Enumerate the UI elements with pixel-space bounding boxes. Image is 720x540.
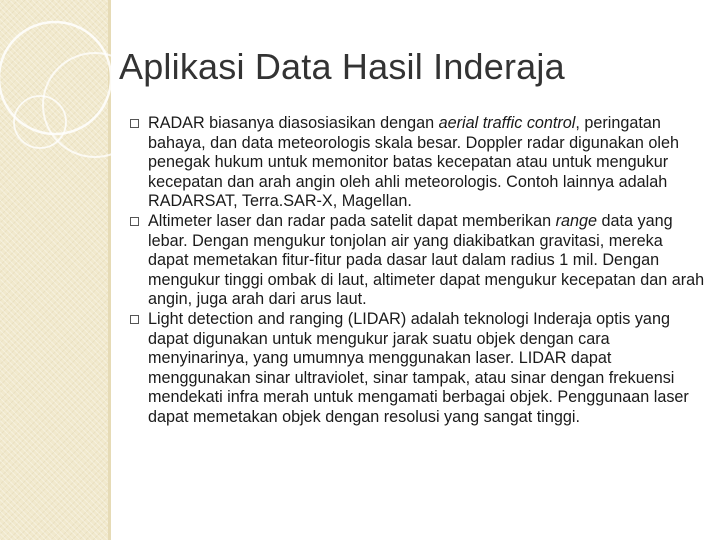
slide-title: Aplikasi Data Hasil Inderaja bbox=[119, 46, 565, 87]
square-bullet-icon bbox=[130, 119, 139, 128]
bullet-item-lidar bbox=[126, 310, 706, 428]
square-bullet-icon bbox=[130, 217, 139, 226]
square-bullet-icon bbox=[130, 315, 139, 324]
decorative-circle-large bbox=[0, 22, 111, 134]
bullet-list bbox=[126, 114, 706, 428]
bullet-item-radar bbox=[126, 114, 706, 212]
bullet-text-emphasis: range bbox=[555, 211, 598, 230]
bullet-text-part: Altimeter laser dan radar pada satelit dapat memberikan bbox=[148, 211, 556, 230]
bullet-text-part: RADAR biasanya diasosiasikan dengan bbox=[148, 114, 439, 132]
bullet-text-radar bbox=[148, 114, 679, 210]
bullet-text-part: data yang lebar. Dengan mengukur tonjolan air yang diakibatkan gravitasi, mereka dapat memetakan fitur-fitur pada dasar laut dalam radius 1 mil. Dengan mengukur tinggi ombak di laut, altimeter dapat mengukur kecepatan dan arah angin, juga arah dari arus laut. bbox=[148, 211, 705, 309]
bullet-item-altimeter bbox=[126, 212, 706, 310]
bullet-text-part: , peringatan bahaya, dan data meteorologis skala besar. Doppler radar digunakan oleh penegak hukum untuk memonitor batas kecepatan atau untuk mengukur kecepatan dan arah angin oleh ahli meteorologis. Contoh lainnya adalah RADARSAT, Terra.SAR-X, Magellan. bbox=[148, 114, 679, 211]
bullet-text-altimeter bbox=[148, 212, 704, 308]
bullet-text-lidar: Light detection and ranging (LIDAR) adalah teknologi Inderaja optis yang dapat digunakan untuk mengukur jarak suatu objek dengan cara menyinarinya, yang umumnya menggunakan laser. LIDAR dapat menggunakan sinar ultraviolet, sinar tampak, atau sinar dengan frekuensi mendekati infra merah untuk mengamati berbagai objek. Penggunaan laser dapat memetakan objek dengan resolusi yang sangat tinggi. bbox=[148, 309, 689, 426]
bullet-text-emphasis: aerial traffic control bbox=[438, 114, 576, 132]
